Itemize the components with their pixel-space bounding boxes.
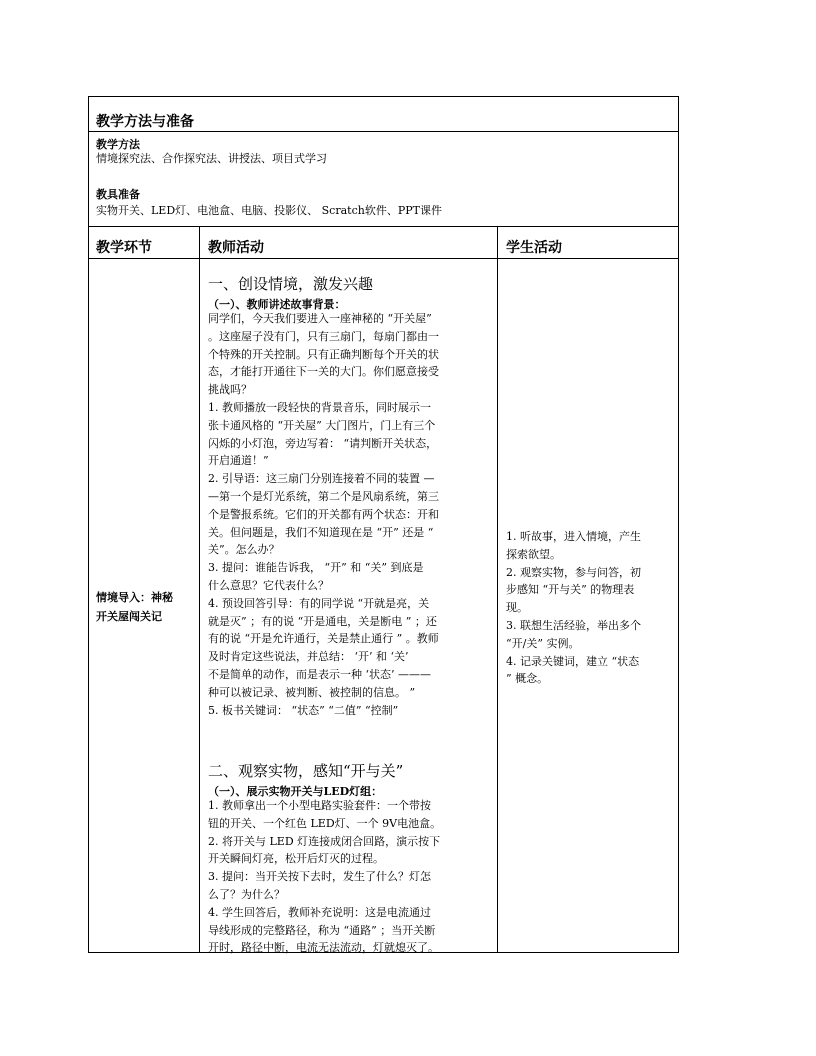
methods-text: 情境探究法、合作探究法、讲授法、项目式学习 bbox=[96, 152, 327, 165]
teacher-line: 开关瞬间灯亮，松开后灯灭的过程。 bbox=[208, 852, 384, 866]
teacher-line: 3. 提问：当开关按下去时，发生了什么？灯怎 bbox=[208, 870, 431, 884]
teacher-line: 张卡通风格的 “开关屋” 大门图片，门上有三个 bbox=[208, 418, 436, 432]
teacher-line: 么了？为什么？ bbox=[208, 887, 285, 901]
teacher-line: 。这座屋子没有门，只有三扇门，每扇门都由一 bbox=[208, 329, 439, 343]
methods-label: 教学方法 bbox=[96, 138, 140, 151]
divider bbox=[88, 258, 679, 259]
teacher-line: 有的说 “开是允许通行，关是禁止通行 ” 。教师 bbox=[208, 632, 439, 646]
tools-text: 实物开关、LED灯、电池盒、电脑、投影仪、 Scratch软件、PPT课件 bbox=[96, 204, 442, 217]
student-line: 步感知 “开与关” 的物理表 bbox=[506, 583, 635, 597]
teacher-line: 导线形成的完整路径，称为 “通路” ；当开关断 bbox=[208, 923, 436, 937]
student-activity bbox=[506, 528, 676, 688]
teacher-line: —第一个是灯光系统，第二个是风扇系统，第三 bbox=[208, 489, 439, 503]
student-line: 4. 记录关键词，建立 “状态 bbox=[506, 654, 640, 668]
teacher-line: 开时，路径中断，电流无法流动，灯就熄灭了。 bbox=[208, 941, 439, 955]
teacher-line: 什么意思？它代表什么？ bbox=[208, 578, 329, 592]
teacher-line: 3. 提问：谁能告诉我， “开” 和 “关” 到底是 bbox=[208, 561, 424, 575]
section-title: 教学方法与准备 bbox=[96, 114, 194, 130]
teacher-line: 个特殊的开关控制。只有正确判断每个开关的状 bbox=[208, 347, 439, 361]
teacher-line: 关”。怎么办？ bbox=[208, 543, 280, 557]
student-line: 探索欲望。 bbox=[506, 547, 561, 561]
column-divider bbox=[199, 226, 200, 953]
teacher-line: 关。但问题是，我们不知道现在是 “开” 还是 “ bbox=[208, 525, 434, 539]
student-line: 3. 联想生活经验，举出多个 bbox=[506, 618, 641, 632]
teacher-line: 闪烁的小灯泡，旁边写着： “请判断开关状态， bbox=[208, 436, 438, 450]
teacher-line: 就是灭” ；有的说 “开是通电，关是断电 ” ；还 bbox=[208, 614, 437, 628]
student-line: 2. 观察实物，参与问答，初 bbox=[506, 565, 641, 579]
teacher-line: 4. 学生回答后，教师补充说明：这是电流通过 bbox=[208, 905, 431, 919]
header-teacher: 教师活动 bbox=[208, 240, 264, 256]
teacher-line: 5. 板书关键词： “状态” “二值” “控制” bbox=[208, 703, 399, 717]
divider bbox=[88, 226, 679, 227]
teacher-line: 4. 预设回答引导：有的同学说 “开就是亮，关 bbox=[208, 596, 430, 610]
part2-heading: 二、观察实物，感知“开与关” bbox=[208, 762, 404, 780]
part1-subheading: （一）、教师讲述故事背景： bbox=[208, 298, 346, 311]
part1-body bbox=[208, 310, 493, 719]
student-line: 现。 bbox=[506, 601, 528, 615]
part2-subheading: （一）、展示实物开关与LED灯组： bbox=[208, 785, 383, 798]
student-line: ” 概念。 bbox=[506, 672, 549, 686]
stage-label: 情境导入：神秘 开关屋闯关记 bbox=[96, 591, 173, 623]
student-line: “开/关” 实例。 bbox=[506, 636, 580, 650]
header-student: 学生活动 bbox=[506, 240, 562, 256]
teacher-line: 1. 教师拿出一个小型电路实验套件：一个带按 bbox=[208, 799, 431, 812]
teacher-line: 2. 将开关与 LED 灯连接成闭合回路，演示按下 bbox=[208, 834, 441, 848]
part1-heading: 一、创设情境，激发兴趣 bbox=[208, 275, 374, 293]
teacher-line: 同学们，今天我们要进入一座神秘的 “开关屋” bbox=[208, 312, 432, 325]
teacher-line: 不是简单的动作，而是表示一种 ‘状态’ ——— bbox=[208, 667, 431, 681]
teacher-line: 钮的开关、一个红色 LED灯、一个 9V电池盒。 bbox=[208, 816, 442, 830]
part2-body bbox=[208, 797, 493, 957]
teacher-line: 开启通道！” bbox=[208, 454, 269, 468]
column-divider bbox=[497, 226, 498, 953]
tools-label: 教具准备 bbox=[96, 188, 140, 201]
teacher-line: 态，才能打开通往下一关的大门。你们愿意接受 bbox=[208, 365, 439, 379]
teacher-line: 及时肯定这些说法，并总结： ‘开’ 和 ‘关’ bbox=[208, 650, 409, 664]
student-line: 1. 听故事，进入情境，产生 bbox=[506, 530, 641, 543]
divider bbox=[88, 131, 679, 132]
teacher-line: 挑战吗？ bbox=[208, 383, 252, 397]
teacher-line: 1. 教师播放一段轻快的背景音乐，同时展示一 bbox=[208, 400, 431, 414]
header-stage: 教学环节 bbox=[96, 240, 152, 256]
teacher-line: 种可以被记录、被判断、被控制的信息。 ” bbox=[208, 685, 416, 699]
teacher-line: 2. 引导语：这三扇门分别连接着不同的装置 — bbox=[208, 472, 435, 486]
teacher-line: 个是警报系统。它们的开关都有两个状态：开和 bbox=[208, 507, 439, 521]
